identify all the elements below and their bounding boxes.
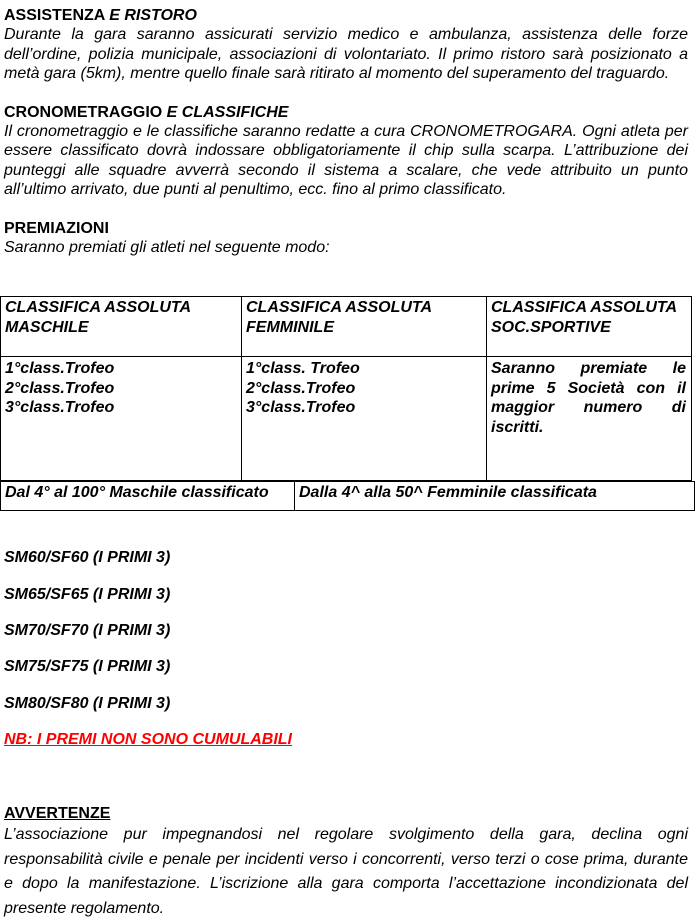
premiazioni-intro: Saranno premiati gli atleti nel seguente modo: — [4, 238, 330, 256]
prizes-table-row — [1, 357, 692, 481]
assistenza-paragraph: Durante la gara saranno assicurati servizio medico e ambulanza, assistenza delle forze dell’ordine, polizia municipale, associazioni di volontariato. Il primo ristoro sarà posizionato a metà gara (5km), mentre quello finale sarà ritirato al momento del superamento del traguardo. — [4, 26, 688, 82]
cronometraggio-paragraph: Il cronometraggio e le classifiche saranno redatte a cura CRONOMETROGARA. Ogni atleta per essere classificato dovrà indossare obbligatoriamente il chip sulla scarpa. L’attribuzione dei punteggi alle squadre avverrà secondo il sistema a scalare, che vede attribuito un punto all’ultimo arrivato, due punti al penultimo, ecc. fino al primo classificato. — [4, 122, 688, 198]
maschile-prizes-cell — [1, 357, 242, 481]
ranks-maschile: Dal 4° al 100° Maschile classificato — [1, 482, 295, 511]
category-item: SM65/SF65 (I PRIMI 3) — [4, 586, 171, 603]
femminile-prizes-cell — [242, 357, 487, 481]
societa-prizes-cell: Saranno premiate le prime 5 Società con il maggior numero di iscritti. — [487, 357, 692, 481]
assistenza-heading-plain: ASSISTENZA — [4, 7, 110, 24]
header-femminile: CLASSIFICA ASSOLUTA FEMMINILE — [242, 297, 487, 357]
avvertenze-paragraph: L’associazione pur impegnandosi nel regolare svolgimento della gara, declina ogni responsabilità civile e penale per incidenti verso i concorrenti, verso terzi o cose prima, durante e dopo la manifestazione. L’iscrizione alla gara comporta l’accettazione incondizionata del presente regolamento. — [4, 826, 688, 917]
category-item: SM70/SF70 (I PRIMI 3) — [4, 622, 171, 639]
category-item: SM60/SF60 (I PRIMI 3) — [4, 549, 171, 566]
prizes-table — [0, 296, 692, 481]
maschile-prize-3: 3°class.Trofeo — [5, 399, 115, 416]
femminile-prize-2: 2°class.Trofeo — [246, 379, 356, 397]
cronometraggio-heading — [4, 103, 688, 122]
avvertenze-section — [4, 804, 688, 921]
femminile-prize-1: 1°class. Trofeo — [246, 360, 360, 377]
ranks-table — [0, 481, 695, 511]
ranks-row — [1, 482, 695, 511]
category-item: SM75/SF75 (I PRIMI 3) — [4, 658, 171, 675]
cronometraggio-heading-plain: CRONOMETRAGGIO — [4, 103, 167, 121]
category-item: SM80/SF80 (I PRIMI 3) — [4, 695, 171, 712]
maschile-prize-2: 2°class.Trofeo — [5, 379, 115, 397]
prizes-table-header-row — [1, 297, 692, 357]
femminile-prize-3: 3°class.Trofeo — [246, 399, 356, 416]
avvertenze-heading: AVVERTENZE — [4, 805, 111, 822]
assistenza-heading — [4, 6, 688, 25]
ranks-femminile: Dalla 4^ alla 50^ Femminile classificata — [295, 482, 695, 511]
cronometraggio-heading-italic: E CLASSIFICHE — [166, 103, 289, 121]
maschile-prize-1: 1°class.Trofeo — [5, 360, 115, 377]
non-cumulative-note: NB: I PREMI NON SONO CUMULABILI — [4, 731, 292, 748]
regulation-page — [4, 6, 688, 257]
assistenza-heading-italic: E RISTORO — [109, 7, 197, 24]
header-maschile: CLASSIFICA ASSOLUTA MASCHILE — [1, 297, 242, 357]
premiazioni-heading: PREMIAZIONI — [4, 219, 109, 237]
header-societa: CLASSIFICA ASSOLUTA SOC.SPORTIVE — [487, 297, 692, 357]
